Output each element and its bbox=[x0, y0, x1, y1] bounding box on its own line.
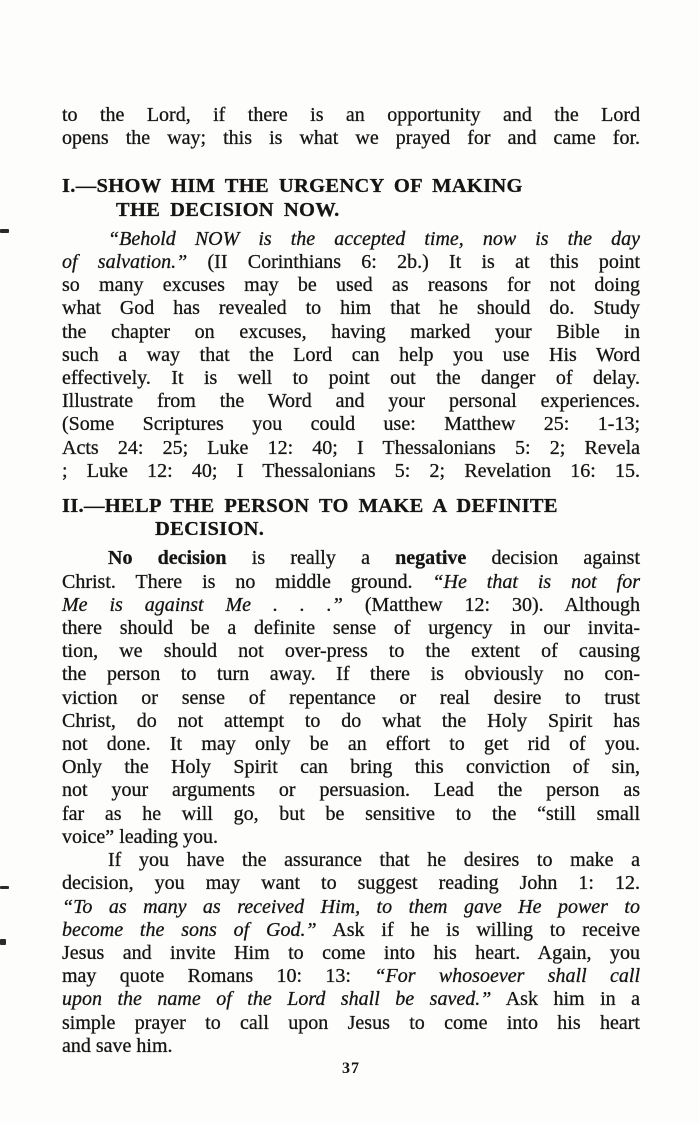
text-segment: so many excuses may be used as reasons for not doing bbox=[62, 274, 640, 297]
text-segment: not your arguments or persuasion. Lead the person as bbox=[62, 779, 640, 802]
paragraph bbox=[62, 104, 640, 150]
paragraph bbox=[62, 849, 640, 1058]
text-line bbox=[62, 367, 640, 390]
text-segment: “To as many as received Him, to them gave He power to bbox=[62, 895, 640, 918]
text-segment: II.—HELP THE PERSON TO MAKE A DEFINITE bbox=[62, 495, 558, 518]
text-line bbox=[62, 274, 640, 297]
paragraph bbox=[62, 547, 640, 849]
text-segment: may quote Romans 10: 13: bbox=[62, 965, 375, 988]
text-line bbox=[62, 1035, 640, 1058]
text-segment: Christ. There is no middle ground. bbox=[62, 570, 433, 593]
text-line bbox=[155, 518, 640, 541]
text-line bbox=[62, 710, 640, 733]
paragraph bbox=[62, 228, 640, 483]
text-segment: Acts 24: 25; Luke 12: 40; I Thessalonians 5: 2; Revela bbox=[62, 436, 640, 459]
text-segment: what God has revealed to him that he should do. Study bbox=[62, 297, 640, 320]
text-line bbox=[62, 344, 640, 367]
text-line bbox=[62, 495, 640, 518]
text-segment: tion, we should not over-press to the extent of causing bbox=[62, 640, 640, 663]
text-segment: decision against bbox=[466, 547, 640, 570]
text-segment: far as he will go, but be sensitive to the “still small bbox=[62, 802, 640, 825]
text-segment: I.—SHOW HIM THE URGENCY OF MAKING bbox=[62, 175, 523, 198]
text-line bbox=[62, 756, 640, 779]
text-line bbox=[62, 988, 640, 1011]
text-line bbox=[62, 321, 640, 344]
scan-mark-3 bbox=[0, 939, 6, 945]
text-segment: the chapter on excuses, having marked your Bible in bbox=[62, 320, 640, 343]
text-segment: Ask him in a bbox=[491, 988, 641, 1011]
section-heading bbox=[62, 175, 640, 221]
text-segment: (Matthew 12: 30). Although bbox=[342, 593, 640, 616]
text-line bbox=[62, 687, 640, 710]
text-segment: “Behold NOW is the accepted time, now is the day bbox=[108, 227, 640, 250]
text-segment: to the Lord, if there is an opportunity and the Lord bbox=[62, 104, 640, 126]
text-line bbox=[62, 965, 640, 988]
text-segment: Ask if he is willing to receive bbox=[316, 918, 640, 941]
text-line bbox=[62, 849, 640, 872]
text-segment: negative bbox=[395, 547, 467, 570]
text-line bbox=[62, 826, 640, 849]
text-line bbox=[62, 803, 640, 826]
text-segment: opens the way; this is what we prayed for and came for. bbox=[62, 127, 640, 150]
text-segment: Illustrate from the Word and your personal experiences. bbox=[62, 390, 640, 413]
text-line bbox=[62, 640, 640, 663]
scan-mark-2 bbox=[0, 886, 9, 889]
text-segment: No decision bbox=[108, 547, 227, 570]
text-line bbox=[62, 228, 640, 251]
text-segment: THE DECISION NOW. bbox=[116, 198, 340, 221]
text-line bbox=[62, 942, 640, 965]
scan-mark-1 bbox=[0, 229, 9, 233]
text-segment: (Some Scriptures you could use: Matthew 25: 1-13; bbox=[62, 413, 640, 436]
section-heading bbox=[62, 495, 640, 541]
text-segment: Christ, do not attempt to do what the Holy Spirit has bbox=[62, 709, 640, 732]
text-line bbox=[62, 733, 640, 756]
text-segment: simple prayer to call upon Jesus to come into his heart bbox=[62, 1011, 640, 1034]
text-segment: upon the name of the Lord shall be saved.” bbox=[62, 988, 492, 1011]
text-line bbox=[62, 1012, 640, 1035]
text-line bbox=[62, 104, 640, 127]
text-line bbox=[62, 127, 640, 150]
text-segment: become the sons of God.” bbox=[62, 918, 317, 941]
text-line bbox=[62, 896, 640, 919]
text-segment: ; Luke 12: 40; I Thessalonians 5: 2; Revelation 16: 15. bbox=[62, 459, 640, 482]
text-line bbox=[62, 594, 640, 617]
page-number: 37 bbox=[342, 1060, 360, 1077]
text-segment: the person to turn away. If there is obviously no con- bbox=[62, 663, 640, 686]
text-line bbox=[62, 663, 640, 686]
text-line bbox=[62, 413, 640, 436]
text-segment: decision, you may want to suggest reading John 1: 12. bbox=[62, 872, 640, 895]
text-line bbox=[62, 251, 640, 274]
text-line bbox=[62, 460, 640, 483]
text-segment: such a way that the Lord can help you use His Word bbox=[62, 343, 640, 366]
text-line bbox=[62, 297, 640, 320]
text-segment: If you have the assurance that he desires to make a bbox=[108, 849, 640, 872]
text-segment: viction or sense of repentance or real desire to trust bbox=[62, 686, 640, 709]
text-segment: Jesus and invite Him to come into his heart. Again, you bbox=[62, 941, 640, 964]
text-segment: Only the Holy Spirit can bring this conviction of sin, bbox=[62, 756, 640, 779]
text-line bbox=[62, 175, 640, 198]
text-line bbox=[62, 919, 640, 942]
text-segment: of salvation.” bbox=[62, 251, 188, 274]
text-line bbox=[62, 872, 640, 895]
text-segment: “He that is not for bbox=[432, 570, 640, 593]
text-segment: DECISION. bbox=[155, 518, 265, 541]
text-segment: there should be a definite sense of urgency in our invita- bbox=[62, 617, 640, 640]
text-segment: “For whosoever shall call bbox=[374, 965, 640, 988]
text-segment: not done. It may only be an effort to get rid of you. bbox=[62, 733, 640, 756]
text-line bbox=[62, 437, 640, 460]
text-segment: is really a bbox=[226, 547, 396, 570]
text-line bbox=[62, 571, 640, 594]
text-column bbox=[62, 104, 640, 1058]
text-line bbox=[62, 779, 640, 802]
text-line bbox=[116, 199, 640, 222]
text-line bbox=[62, 390, 640, 413]
text-segment: Me is against Me . . .” bbox=[62, 593, 343, 616]
text-segment: and save him. bbox=[62, 1034, 173, 1057]
text-segment: voice” leading you. bbox=[62, 825, 219, 848]
text-segment: (II Corinthians 6: 2b.) It is at this point bbox=[187, 251, 641, 274]
text-line bbox=[62, 617, 640, 640]
text-segment: effectively. It is well to point out the danger of delay. bbox=[62, 367, 640, 390]
text-line bbox=[62, 547, 640, 570]
